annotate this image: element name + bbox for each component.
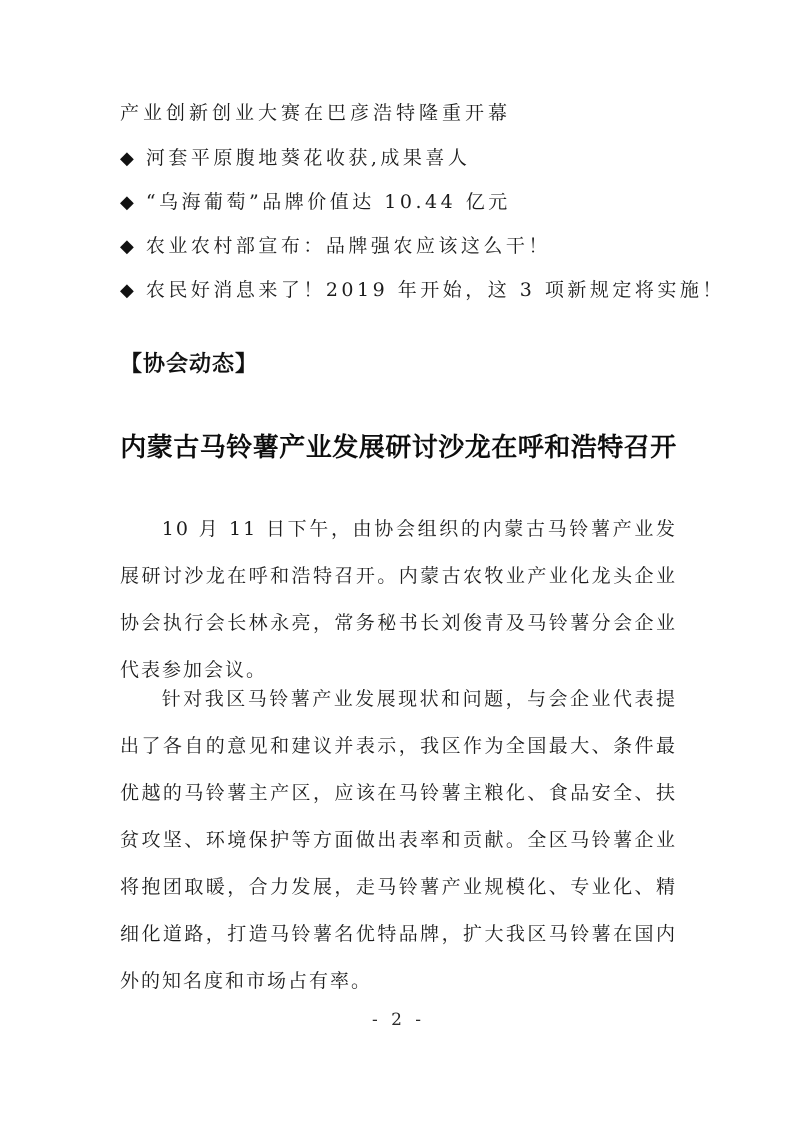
article-paragraph: 10 月 11 日下午，由协会组织的内蒙古马铃薯产业发展研讨沙龙在呼和浩特召开。内蒙古农牧业产业化龙头企业协会执行会长林永亮，常务秘书长刘俊青及马铃薯分会企业代表参加会议。 — [120, 518, 677, 681]
news-item-text: 农业农村部宣布：品牌强农应该这么干！ — [145, 235, 551, 257]
section-heading: 【协会动态】 — [120, 352, 259, 377]
news-list-item — [120, 233, 677, 260]
news-item-text: “乌海葡萄”品牌价值达 10.44 亿元 — [145, 191, 511, 213]
news-item-text: 河套平原腹地葵花收获,成果喜人 — [145, 147, 471, 169]
diamond-bullet-icon: ◆ — [120, 148, 134, 169]
news-list-item — [120, 189, 677, 216]
news-item-text: 农民好消息来了！2019 年开始，这 3 项新规定将实施！ — [145, 279, 725, 301]
news-headline-continuation: 产业创新创业大赛在巴彦浩特隆重开幕 — [120, 102, 512, 124]
news-list-item — [120, 145, 677, 172]
article-title: 内蒙古马铃薯产业发展研讨沙龙在呼和浩特召开 — [120, 433, 677, 463]
diamond-bullet-icon: ◆ — [120, 236, 134, 257]
diamond-bullet-icon: ◆ — [120, 192, 134, 213]
article-paragraph: 针对我区马铃薯产业发展现状和问题，与会企业代表提出了各自的意见和建议并表示，我区作为全国最大、条件最优越的马铃薯主产区，应该在马铃薯主粮化、食品安全、扶贫攻坚、环境保护等方面做出表率和贡献。全区马铃薯企业将抱团取暖，合力发展，走马铃薯产业规模化、专业化、精细化道路，打造马铃薯名优特品牌，扩大我区马铃薯在国内外的知名度和市场占有率。 — [120, 688, 677, 992]
news-list-item — [120, 277, 725, 304]
diamond-bullet-icon: ◆ — [120, 280, 134, 301]
page-number: - 2 - — [371, 1010, 426, 1030]
